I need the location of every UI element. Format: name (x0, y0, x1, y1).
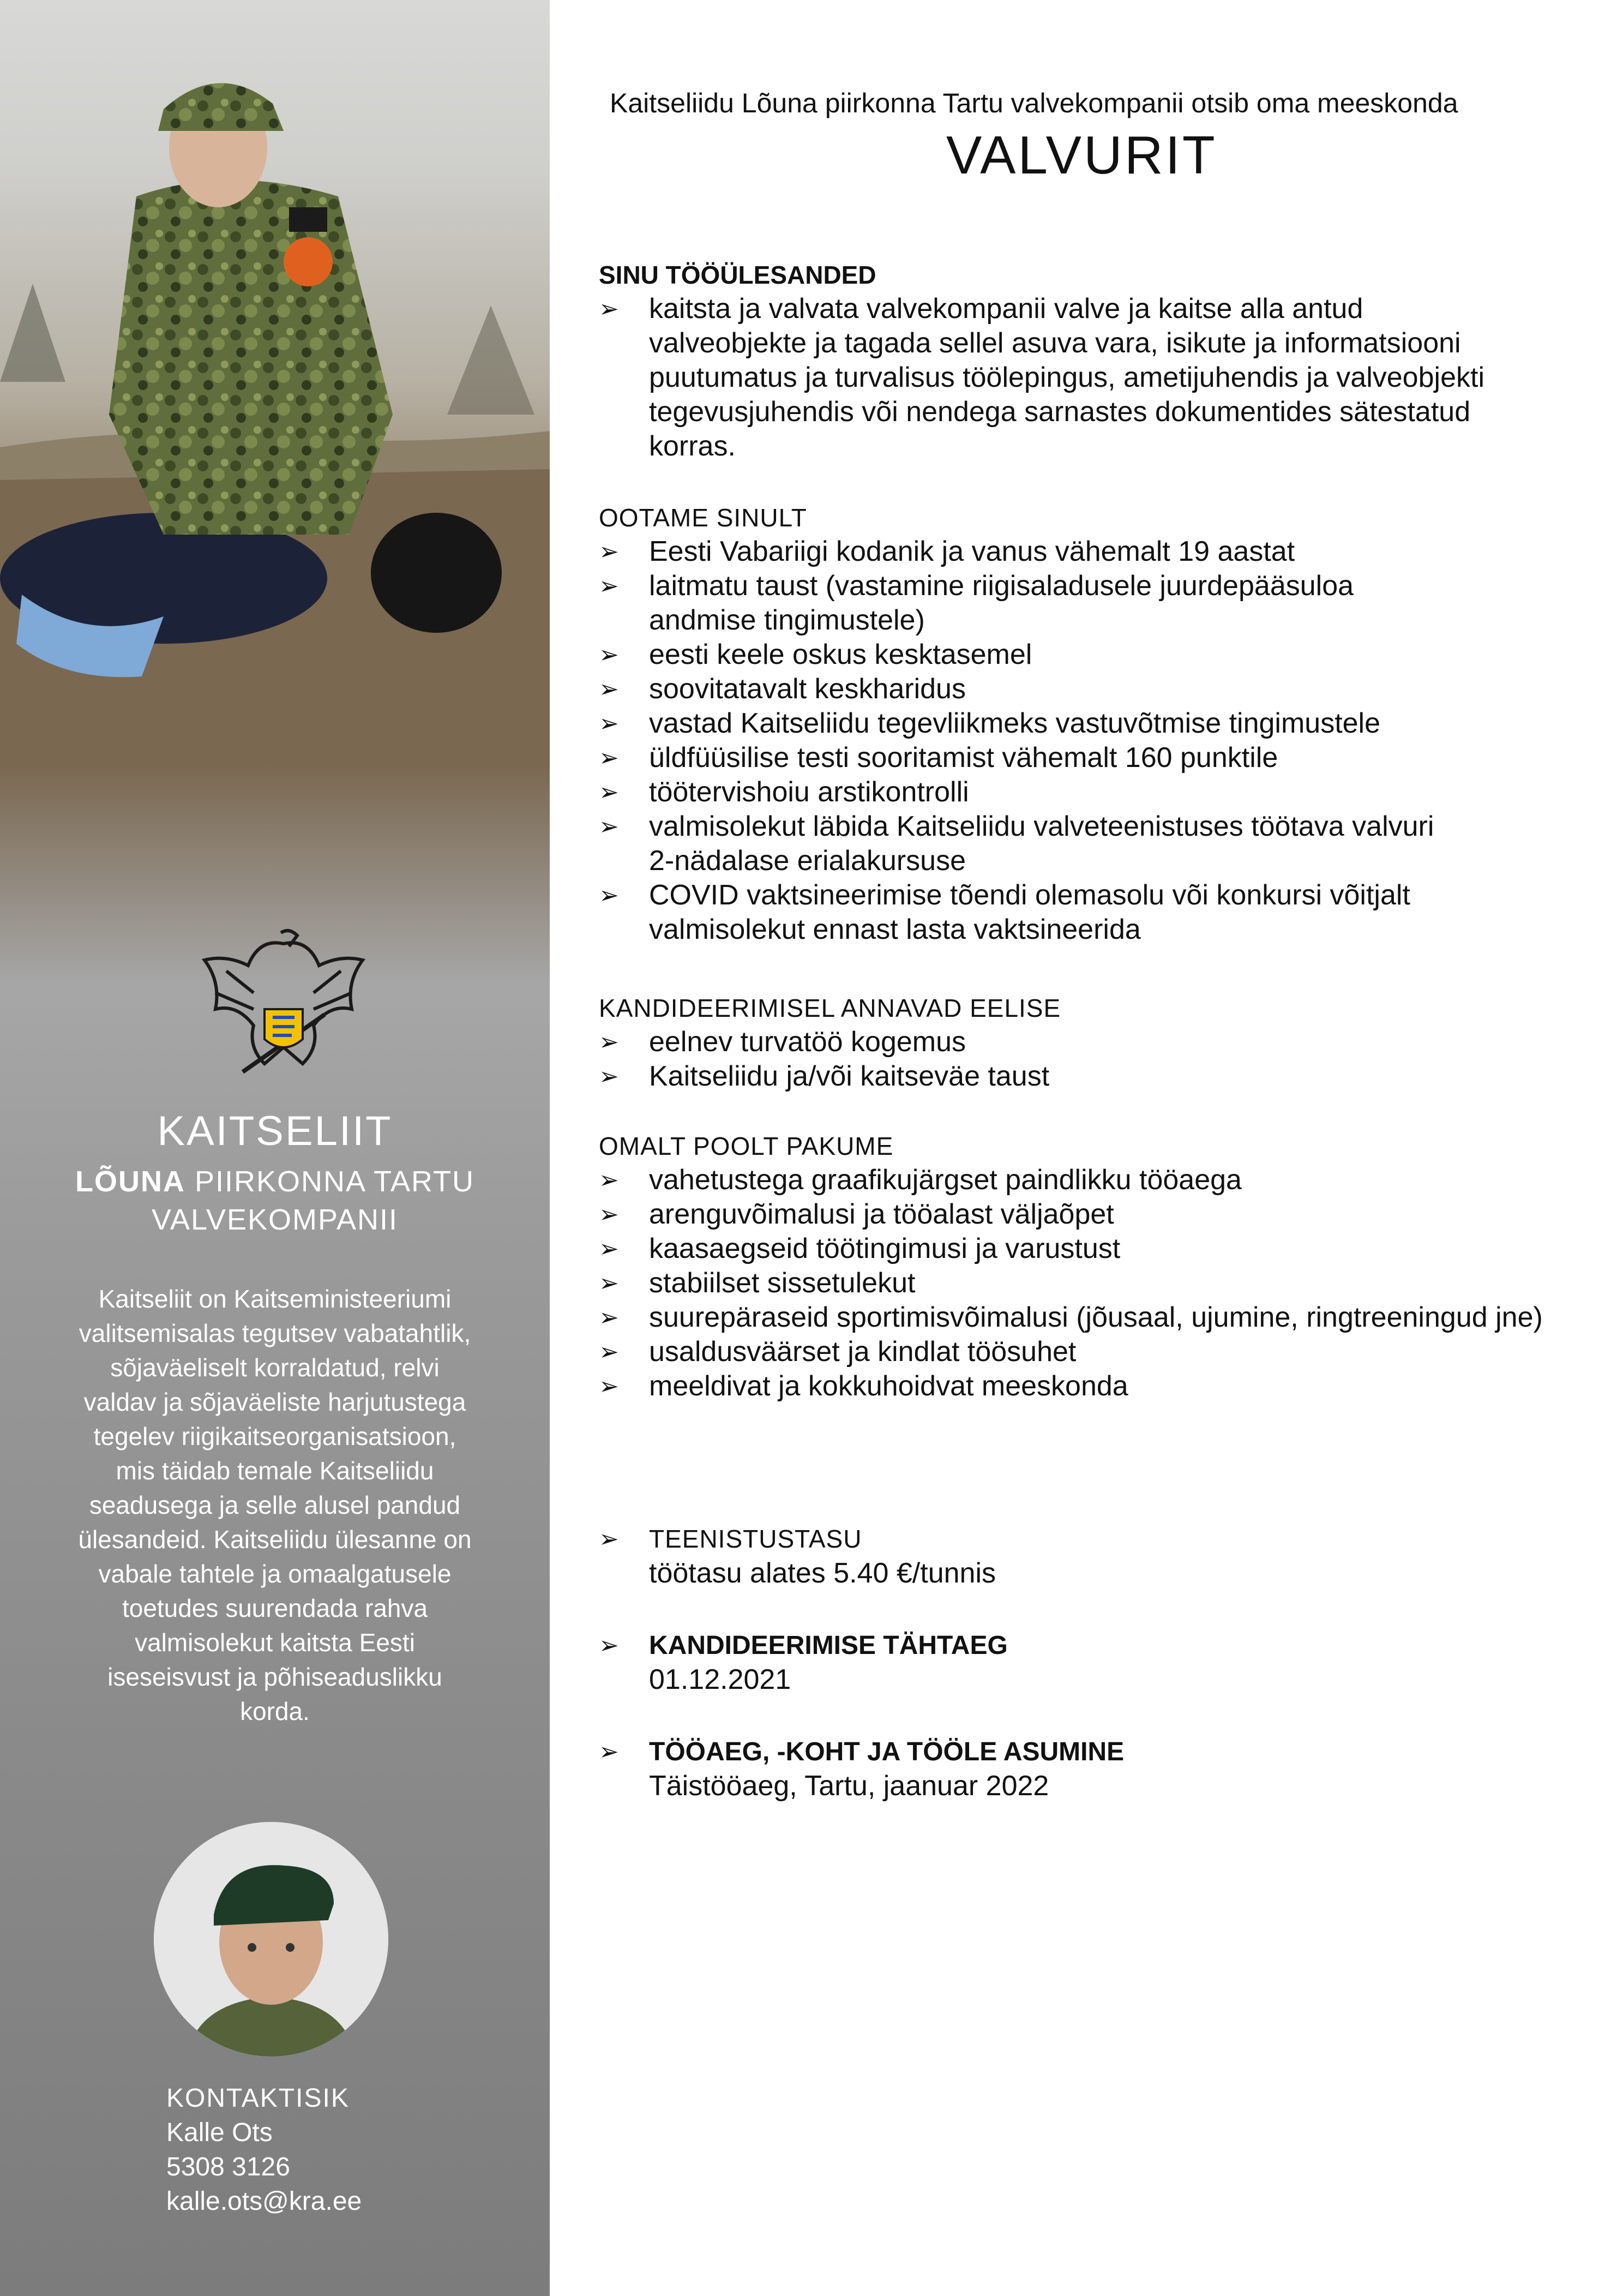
list-item: ➢ usaldusväärset ja kindlat töösuhet (599, 1335, 1570, 1369)
list-item: ➢ Kaitseliidu ja/või kaitseväe taust (599, 1059, 1570, 1094)
list-item: ➢ soovitatavalt keskharidus (599, 672, 1570, 706)
salary-heading: TEENISTUSTASU (649, 1525, 862, 1553)
org-subtitle-bold: LÕUNA (75, 1165, 185, 1198)
section-salary (599, 1522, 1570, 1591)
org-title: KAITSELIIT (157, 1108, 393, 1154)
salary-value: töötasu alates 5.40 €/tunnis (649, 1557, 996, 1589)
list-item (599, 1522, 1570, 1591)
bullet-arrow-icon: ➢ (599, 745, 619, 771)
soldier-photo (0, 0, 550, 982)
bullet-arrow-icon: ➢ (599, 1304, 619, 1331)
start-heading: TÖÖAEG, -KOHT JA TÖÖLE ASUMINE (649, 1737, 1125, 1766)
bullet-arrow-icon: ➢ (599, 1167, 619, 1194)
eagle-emblem-icon (194, 922, 374, 1086)
list-item: ➢ stabiilset sissetulekut (599, 1266, 1570, 1300)
list-item (599, 1735, 1570, 1803)
section-heading: OMALT POOLT PAKUME (599, 1132, 894, 1160)
section-heading: KANDIDEERIMISEL ANNAVAD EELISE (599, 994, 1061, 1022)
bullet-arrow-icon: ➢ (599, 676, 619, 703)
org-subtitle-rest: PIIRKONNA TARTU (185, 1165, 475, 1198)
bullet-arrow-icon: ➢ (599, 1063, 619, 1090)
org-subtitle (0, 1165, 550, 1198)
list-item: ➢ arenguvõimalusi ja tööalast väljaõpet (599, 1197, 1570, 1232)
contact-block (166, 2081, 362, 2219)
bullet-arrow-icon: ➢ (599, 779, 619, 806)
list-item: ➢ kaitsta ja valvata valvekompanii valve ja kaitse alla antud valveobjekte ja tagada sellel asuva vara, isikute ja informatsiooni puutumatus ja turvalisus töölepingus, ametijuhendis ja valveobjekti tegevusjuhendis või nendega sarnastes dokumentides sätestatud korras. (599, 293, 1484, 462)
list-item: ➢ kaasaegseid töötingimusi ja varustust (599, 1232, 1570, 1266)
contact-name: Kalle Ots (166, 2118, 273, 2147)
bullet-arrow-icon: ➢ (599, 1270, 619, 1297)
bullet-arrow-icon: ➢ (599, 1339, 619, 1365)
list-item: ➢ töötervishoiu arstikontrolli (599, 775, 1570, 810)
section-tasks (599, 258, 1570, 464)
section-advantage (599, 991, 1570, 1094)
section-expect (599, 501, 1570, 947)
section-start (599, 1735, 1570, 1803)
list-item: ➢ laitmatu taust (vastamine riigisaladusele juurdepääsuloa andmise tingimustele) (599, 570, 1354, 636)
bullet-arrow-icon: ➢ (599, 813, 619, 840)
list-item: ➢ vastad Kaitseliidu tegevliikmeks vastuvõtmise tingimustele (599, 706, 1570, 741)
list-item: ➢ meeldivat ja kokkuhoidvat meeskonda (599, 1369, 1570, 1404)
bullet-arrow-icon: ➢ (599, 573, 619, 600)
deadline-value: 01.12.2021 (649, 1664, 791, 1695)
page-title: VALVURIT (946, 125, 1217, 185)
bullet-arrow-icon: ➢ (599, 1632, 619, 1659)
org-description: Kaitseliit on Kaitseministeeriumi valitsemisalas tegutsev vabatahtlik, sõjaväeliselt korraldatud, relvi valdav ja sõjaväeliste harjutustega tegelev riigikaitseorganisatsioon, mis täidab temale Kaitseliidu seadusega ja selle alusel pandud ülesandeid. Kaitseliidu ülesanne on vabale tahtele ja omaalgatusele toetudes suurendada rahva valmisolekut kaitsta Eesti iseseisvust ja põhiseaduslikku korda. (78, 1285, 472, 1725)
org-subtitle-2: VALVEKOMPANII (151, 1203, 399, 1236)
bullet-arrow-icon: ➢ (599, 1739, 619, 1765)
list-item (599, 1628, 1570, 1697)
section-deadline (599, 1628, 1570, 1697)
soldier-illustration (0, 0, 550, 982)
list-item: ➢ vahetustega graafikujärgset paindlikku tööaega (599, 1163, 1570, 1197)
list-item: ➢ eesti keele oskus kesktasemel (599, 638, 1570, 672)
section-offer (599, 1129, 1570, 1404)
bullet-arrow-icon: ➢ (599, 1236, 619, 1262)
start-value: Täistööaeg, Tartu, jaanuar 2022 (649, 1770, 1049, 1802)
list-item: ➢ valmisolekut läbida Kaitseliidu valveteenistuses töötava valvuri 2-nädalase erialakursuse (599, 811, 1434, 877)
section-heading: SINU TÖÖÜLESANDED (599, 261, 876, 289)
list-item: ➢ Eesti Vabariigi kodanik ja vanus vähemalt 19 aastat (599, 535, 1570, 569)
bullet-arrow-icon: ➢ (599, 1201, 619, 1228)
sidebar (0, 0, 550, 2296)
bullet-arrow-icon: ➢ (599, 710, 619, 737)
deadline-heading: KANDIDEERIMISE TÄHTAEG (649, 1631, 1008, 1660)
contact-avatar (154, 1822, 388, 2057)
contact-phone[interactable]: 5308 3126 (166, 2153, 290, 2181)
list-item: ➢ COVID vaktsineerimise tõendi olemasolu või konkursi võitjalt valmisolekut ennast lasta vaktsineerida (599, 879, 1410, 945)
list-item: ➢ eelnev turvatöö kogemus (599, 1025, 1570, 1059)
bullet-arrow-icon: ➢ (599, 538, 619, 565)
contact-email[interactable]: kalle.ots@kra.ee (166, 2187, 362, 2216)
bullet-arrow-icon: ➢ (599, 296, 619, 322)
bullet-arrow-icon: ➢ (599, 1526, 619, 1552)
list-item: ➢ suurepäraseid sportimisvõimalusi (jõusaal, ujumine, ringtreeningud jne) (599, 1300, 1620, 1335)
bullet-arrow-icon: ➢ (599, 642, 619, 668)
bullet-arrow-icon: ➢ (599, 1373, 619, 1400)
section-heading: OOTAME SINULT (599, 503, 807, 532)
list-item: ➢ üldfüüsilise testi sooritamist vähemalt 160 punktile (599, 741, 1570, 775)
contact-label: KONTAKTISIK (166, 2084, 350, 2113)
header-intro: Kaitseliidu Lõuna piirkonna Tartu valvekompanii otsib oma meeskonda (610, 88, 1458, 118)
bullet-arrow-icon: ➢ (599, 1029, 619, 1056)
bullet-arrow-icon: ➢ (599, 882, 619, 909)
